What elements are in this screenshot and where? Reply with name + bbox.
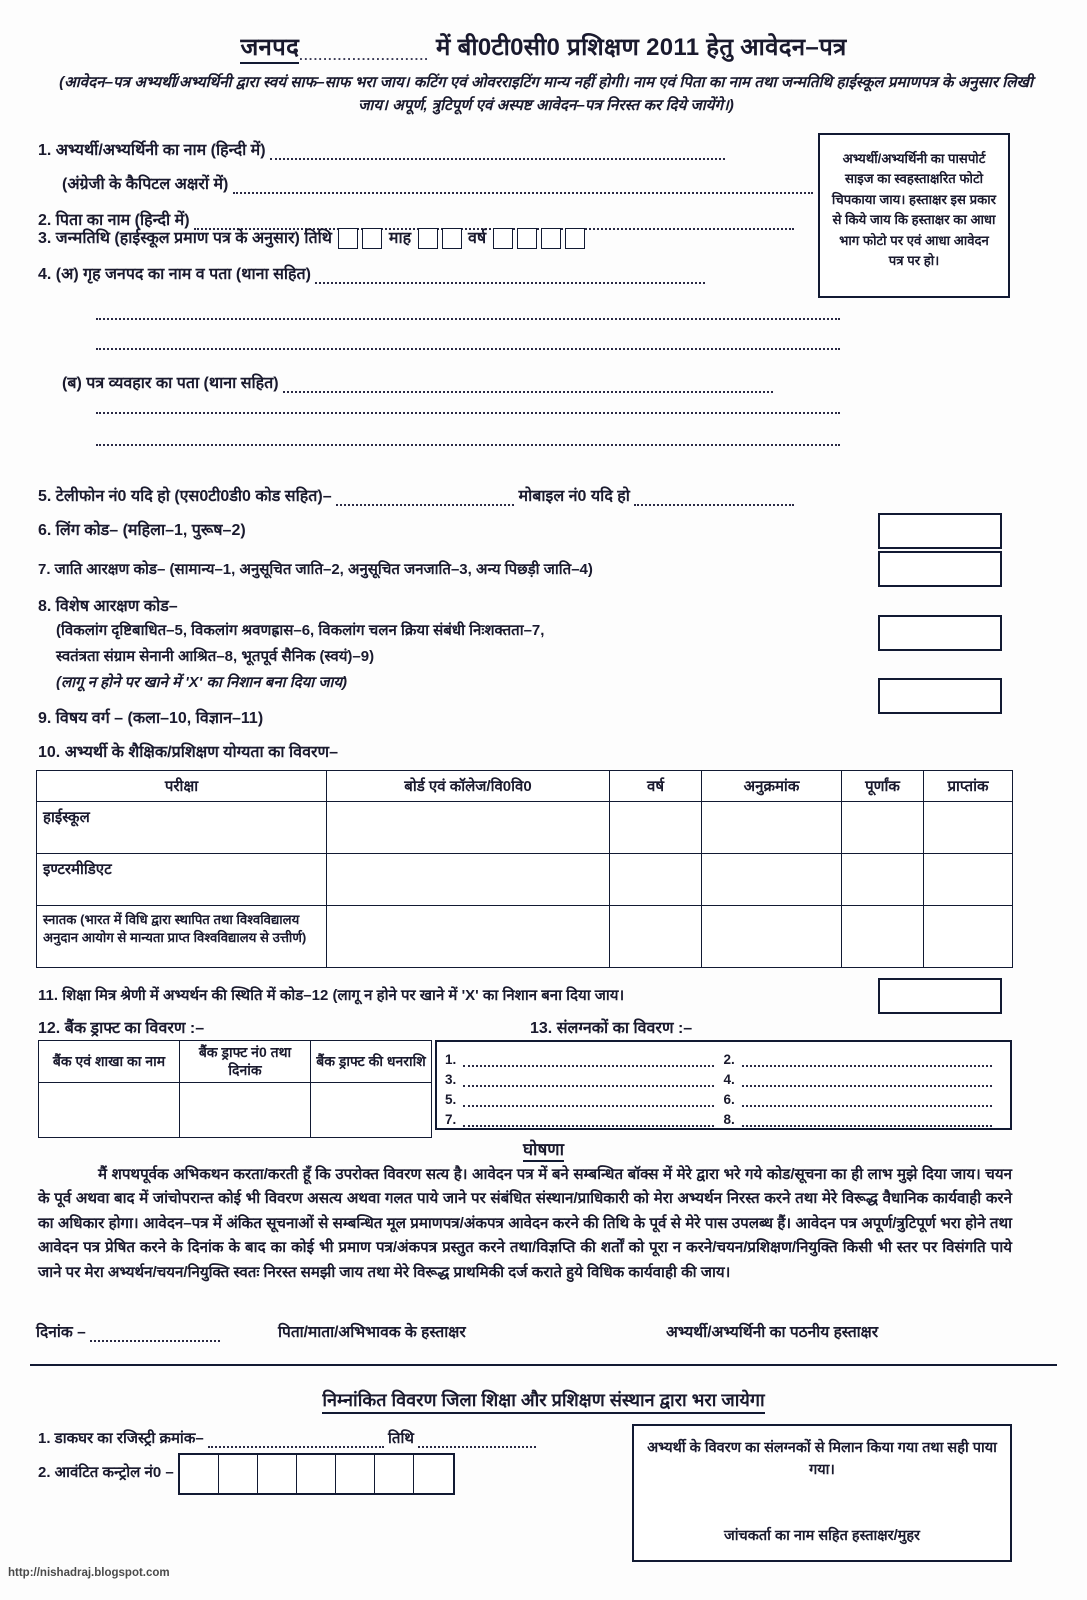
verification-box — [632, 1424, 1012, 1562]
control-no-cell-1[interactable] — [180, 1455, 219, 1493]
signature-date-input[interactable] — [90, 1329, 220, 1342]
office-registry-date-input[interactable] — [418, 1435, 536, 1448]
correspondence-address-input[interactable] — [283, 380, 773, 393]
field-telephone — [38, 484, 794, 506]
field-applicant-name-english-label: (अंग्रेजी के कैपिटल अक्षरों में) — [62, 176, 229, 193]
verification-signature-label: जांचकर्ता का नाम सहित हस्ताक्षर/मुहर — [724, 1528, 920, 1545]
office-registry-label: 1. डाकघर का रजिस्ट्री क्रमांक– — [38, 1430, 204, 1447]
qual-th-rollno: अनुक्रमांक — [702, 771, 842, 802]
attachment-item-6[interactable] — [724, 1092, 1003, 1107]
qual-row-graduation-label — [37, 906, 327, 968]
control-no-cell-2[interactable] — [219, 1455, 258, 1493]
attachment-item-3[interactable] — [445, 1072, 724, 1087]
attachment-row — [445, 1047, 1002, 1067]
correspondence-line-2[interactable] — [96, 412, 840, 414]
office-section-heading-text: निम्नांकित विवरण जिला शिक्षा और प्रशिक्षण संस्थान द्वारा भरा जायेगा — [322, 1390, 764, 1414]
table-row — [37, 802, 1013, 854]
gender-code-box[interactable] — [878, 513, 1002, 549]
field-special-reservation — [38, 594, 178, 616]
special-reservation-note: (लागू न होने पर खाने में 'X' का निशान बना दिया जाय) — [56, 674, 348, 691]
qual-th-year: वर्ष — [610, 771, 702, 802]
qual-row-highschool-year[interactable] — [610, 802, 702, 854]
table-row — [37, 854, 1013, 906]
attachment-line-6[interactable] — [742, 1095, 993, 1107]
qual-row-intermediate-rollno[interactable] — [702, 854, 842, 906]
control-no-cell-3[interactable] — [258, 1455, 297, 1493]
bank-td-number[interactable] — [180, 1083, 311, 1138]
attachment-num-2: 2. — [723, 1052, 735, 1067]
attachment-item-8[interactable] — [724, 1112, 1003, 1127]
office-registry-date-label: तिथि — [388, 1430, 414, 1447]
attachment-num-7: 7. — [445, 1112, 457, 1127]
field-subject-group — [38, 706, 263, 728]
control-no-cell-6[interactable] — [375, 1455, 414, 1493]
qual-row-intermediate-board[interactable] — [327, 854, 610, 906]
declaration-heading-text: घोषणा — [523, 1140, 564, 1162]
bank-draft-table — [38, 1040, 432, 1138]
title-district-label: जनपद — [240, 34, 299, 64]
special-reservation-code-box[interactable] — [878, 615, 1002, 651]
table-header-row — [37, 771, 1013, 802]
attachment-row — [445, 1107, 1002, 1127]
qual-row-graduation-text: स्नातक (भारत में विधि द्वारा स्थापित तथा विश्वविद्यालय अनुदान आयोग से मान्यता प्राप्त विश्वविद्यालय से उत्तीर्ण) — [43, 912, 307, 945]
title-rest: में बी0टी0सी0 प्रशिक्षण 2011 हेतु आवेदन–पत्र — [436, 34, 847, 61]
office-control-number-grid — [178, 1453, 455, 1495]
dob-year-box-2[interactable] — [517, 228, 537, 249]
attachment-line-8[interactable] — [742, 1115, 993, 1127]
correspondence-line-3[interactable] — [96, 444, 840, 446]
field-shiksha-mitra: 11. शिक्षा मित्र श्रेणी में अभ्यर्थन की स्थिति में कोड–12 (लागू न होने पर खाने में 'X' का निशान बना दिया जाय। — [38, 987, 625, 1004]
qual-row-intermediate-year[interactable] — [610, 854, 702, 906]
dob-tithi-label: तिथि — [304, 230, 332, 247]
office-section-heading — [0, 1388, 1087, 1412]
attachment-line-3[interactable] — [463, 1075, 714, 1087]
field-qualification-heading: 10. अभ्यर्थी के शैक्षिक/प्रशिक्षण योग्यता का विवरण– — [38, 744, 338, 761]
bank-th-amount: बैंक ड्राफ्ट की धनराशि — [311, 1041, 432, 1083]
dob-year-box-3[interactable] — [541, 228, 561, 249]
qual-row-graduation-year[interactable] — [610, 906, 702, 968]
form-instructions: (आवेदन–पत्र अभ्यर्थी/अभ्यर्थिनी द्वारा स्वयं साफ–साफ भरा जाय। कटिंग एवं ओवरराइटिंग मान्य नहीं होगी। नाम एवं पिता का नाम तथा जन्मतिथि हाईस्कूल प्रमाणपत्र के अनुसार लिखी जाय। अपूर्ण, त्रुटिपूर्ण एवं अस्पष्ट आवेदन–पत्र निरस्त कर दिये जायेंगे।) — [59, 74, 1033, 114]
bank-th-number: बैंक ड्राफ्ट नं0 तथा दिनांक — [180, 1041, 311, 1083]
control-no-cell-5[interactable] — [336, 1455, 375, 1493]
dob-month-box-2[interactable] — [442, 228, 462, 249]
bank-th-name: बैंक एवं शाखा का नाम — [39, 1041, 180, 1083]
signature-applicant-label: अभ्यर्थी/अभ्यर्थिनी का पठनीय हस्ताक्षर — [666, 1324, 879, 1341]
field-gender-label: 6. लिंग कोड– (महिला–1, पुरूष–2) — [38, 522, 246, 539]
field-mobile-label: मोबाइल नं0 यदि हो — [518, 488, 630, 505]
table-row — [37, 906, 1013, 968]
attachment-num-1: 1. — [445, 1052, 457, 1067]
dob-varsh-label: वर्ष — [468, 230, 487, 247]
field-applicant-name — [38, 138, 725, 160]
qual-th-exam: परीक्षा — [37, 771, 327, 802]
field-applicant-name-label: 1. अभ्यर्थी/अभ्यर्थिनी का नाम (हिन्दी में) — [38, 142, 266, 159]
control-no-cell-4[interactable] — [297, 1455, 336, 1493]
office-registry-input[interactable] — [208, 1435, 384, 1448]
attachment-num-5: 5. — [445, 1092, 457, 1107]
field-dob-label: 3. जन्मतिथि (हाईस्कूल प्रमाण पत्र के अनुसार) — [38, 230, 300, 247]
field-subject-group-label: 9. विषय वर्ग – (कला–10, विज्ञान–11) — [38, 710, 264, 727]
special-reservation-line-2: स्वतंत्रता संग्राम सेनानी आश्रित–8, भूतपूर्व सैनिक (स्वयं)–9) — [56, 648, 375, 665]
qual-row-graduation-board[interactable] — [327, 906, 610, 968]
section-divider — [30, 1364, 1057, 1366]
applicant-name-english-input[interactable] — [233, 181, 813, 194]
signature-date — [36, 1320, 220, 1342]
field-home-district — [38, 262, 705, 284]
attachment-num-3: 3. — [445, 1072, 457, 1087]
home-district-input[interactable] — [315, 271, 705, 284]
field-caste-code — [38, 559, 593, 579]
field-special-reservation-label: 8. विशेष आरक्षण कोड– — [38, 598, 178, 615]
attachment-num-4: 4. — [723, 1072, 735, 1087]
table-header-row — [39, 1041, 432, 1083]
field-correspondence-label: (ब) पत्र व्यवहार का पता (थाना सहित) — [62, 375, 279, 392]
attachment-line-2[interactable] — [742, 1055, 993, 1067]
attachments-box — [435, 1040, 1012, 1130]
dob-maah-label: माह — [388, 230, 412, 247]
qual-row-highschool-label: हाईस्कूल — [37, 802, 327, 854]
dob-day-box-1[interactable] — [338, 228, 358, 249]
shiksha-mitra-code-box[interactable] — [878, 978, 1002, 1014]
qual-row-intermediate-obtained[interactable] — [924, 854, 1013, 906]
special-reservation-line-1: (विकलांग दृष्टिबाधित–5, विकलांग श्रवणह्रास–6, विकलांग चलन क्रिया संबंधी निःशक्तता–7, — [56, 622, 545, 639]
control-no-cell-7[interactable] — [414, 1455, 453, 1493]
attachment-line-1[interactable] — [463, 1055, 714, 1067]
qual-row-intermediate-maxmarks[interactable] — [842, 854, 924, 906]
declaration-body: मैं शपथपूर्वक अभिकथन करता/करती हूँ कि उपरोक्त विवरण सत्य है। आवेदन पत्र में बने सम्बन्धित बॉक्स में मेरे द्वारा भरे गये कोड/सूचना का ही लाभ मुझे दिया जाय। चयन के पूर्व अथवा बाद में जांचोपरान्त कोई भी विवरण असत्य अथवा गलत पाये जाने पर संबंधित संस्थान/प्राधिकारी को मेरा अभ्यर्थन निरस्त करने तथा मेरे विरूद्ध वैधानिक कार्यवाही करने का अधिकार होगा। आवेदन–पत्र में अंकित सूचनाओं से सम्बन्धित मूल प्रमाणपत्र/अंकपत्र आवेदन करने की तिथि के पूर्व से मेरे पास उपलब्ध हैं। आवेदन पत्र अपूर्ण/त्रुटिपूर्ण भरा होने तथा आवेदन पत्र प्रेषित करने के दिनांक के बाद का कोई भी प्रमाण पत्र/अंकपत्र प्रस्तुत करने तथा/विज्ञप्ति की शर्तों को पूरा न करने/चयन/प्रशिक्षण/नियुक्ति किसी भी स्तर पर विसंगति पाये जाने पर मेरा अभ्यर्थन/चयन/नियुक्ति स्वतः निरस्त समझी जाय तथा मेरे विरूद्ध प्राथमिकी दर्ज कराते हुये विधिक कार्यवाही की जाय। — [38, 1166, 1012, 1281]
qual-row-highschool-obtained[interactable] — [924, 802, 1013, 854]
qual-th-obtained: प्राप्तांक — [924, 771, 1013, 802]
field-applicant-name-english — [62, 172, 813, 194]
home-address-line-2[interactable] — [96, 318, 840, 320]
attachment-item-5[interactable] — [445, 1092, 724, 1107]
mobile-input[interactable] — [634, 493, 794, 506]
declaration-heading — [0, 1137, 1087, 1160]
form-title — [0, 30, 1087, 63]
subject-group-code-box[interactable] — [878, 678, 1002, 714]
photo-paste-box: अभ्यर्थी/अभ्यर्थिनी का पासपोर्ट साइज का स्वहस्ताक्षरित फोटो चिपकाया जाय। हस्ताक्षर इस प्रकार से किये जाय कि हस्ताक्षर का आधा भाग फोटो पर एवं आधा आवेदन पत्र पर हो। — [818, 133, 1010, 298]
bank-td-amount[interactable] — [311, 1083, 432, 1138]
attachment-num-8: 8. — [723, 1112, 735, 1127]
attachment-row — [445, 1087, 1002, 1107]
field-correspondence-address — [62, 371, 773, 393]
dob-day-box-2[interactable] — [362, 228, 382, 249]
dob-month-box-1[interactable] — [418, 228, 438, 249]
telephone-input[interactable] — [336, 493, 514, 506]
field-attachments-heading: 13. संलग्नकों का विवरण :– — [530, 1020, 693, 1037]
attachment-item-1[interactable] — [445, 1052, 724, 1067]
signature-date-label: दिनांक – — [36, 1324, 86, 1341]
attachment-item-4[interactable] — [724, 1072, 1003, 1087]
qualification-table — [36, 770, 1013, 968]
field-gender-code — [38, 518, 246, 540]
attachment-item-7[interactable] — [445, 1112, 724, 1127]
qual-row-highschool-maxmarks[interactable] — [842, 802, 924, 854]
attachment-item-2[interactable] — [724, 1052, 1003, 1067]
dob-year-box-4[interactable] — [565, 228, 585, 249]
office-control-number-label: 2. आवंटित कन्ट्रोल नं0 – — [38, 1464, 174, 1481]
table-row — [39, 1083, 432, 1138]
qual-row-intermediate-label: इण्टरमीडिएट — [37, 854, 327, 906]
attachment-row — [445, 1067, 1002, 1087]
footer-source-url: http://nishadraj.blogspot.com — [8, 1567, 170, 1579]
field-date-of-birth — [38, 226, 587, 249]
caste-code-box[interactable] — [878, 551, 1002, 587]
field-telephone-label: 5. टेलीफोन नं0 यदि हो (एस0टी0डी0 कोड सहित)– — [38, 488, 332, 505]
attachment-line-4[interactable] — [742, 1075, 993, 1087]
signature-parent-label: पिता/माता/अभिभावक के हस्ताक्षर — [278, 1324, 466, 1341]
verification-text: अभ्यर्थी के विवरण का संलग्नकों से मिलान किया गया तथा सही पाया गया। — [647, 1440, 997, 1478]
field-caste-label: 7. जाति आरक्षण कोड– (सामान्य–1, अनुसूचित जाति–2, अनुसूचित जनजाति–3, अन्य पिछड़ी जाति–4) — [38, 561, 593, 578]
applicant-name-input[interactable] — [270, 147, 725, 160]
attachment-num-6: 6. — [723, 1092, 735, 1107]
bank-td-name[interactable] — [39, 1083, 180, 1138]
qual-row-highschool-board[interactable] — [327, 802, 610, 854]
qual-th-maxmarks: पूर्णांक — [842, 771, 924, 802]
qual-row-graduation-rollno[interactable] — [702, 906, 842, 968]
dob-year-box-1[interactable] — [493, 228, 513, 249]
home-address-line-3[interactable] — [96, 348, 840, 350]
attachment-line-5[interactable] — [463, 1095, 714, 1107]
attachment-line-7[interactable] — [463, 1115, 714, 1127]
title-district-dots: ........................... — [299, 48, 430, 63]
office-registry-number — [38, 1428, 536, 1448]
field-father-name-label: 2. पिता का नाम (हिन्दी में) — [38, 212, 190, 229]
qual-row-graduation-maxmarks[interactable] — [842, 906, 924, 968]
qual-row-highschool-rollno[interactable] — [702, 802, 842, 854]
qual-th-board: बोर्ड एवं कॉलेज/वि0वि0 — [327, 771, 610, 802]
qual-row-graduation-obtained[interactable] — [924, 906, 1013, 968]
field-home-district-label: 4. (अ) गृह जनपद का नाम व पता (थाना सहित) — [38, 266, 311, 283]
field-bank-draft-heading: 12. बैंक ड्राफ्ट का विवरण :– — [38, 1020, 205, 1037]
